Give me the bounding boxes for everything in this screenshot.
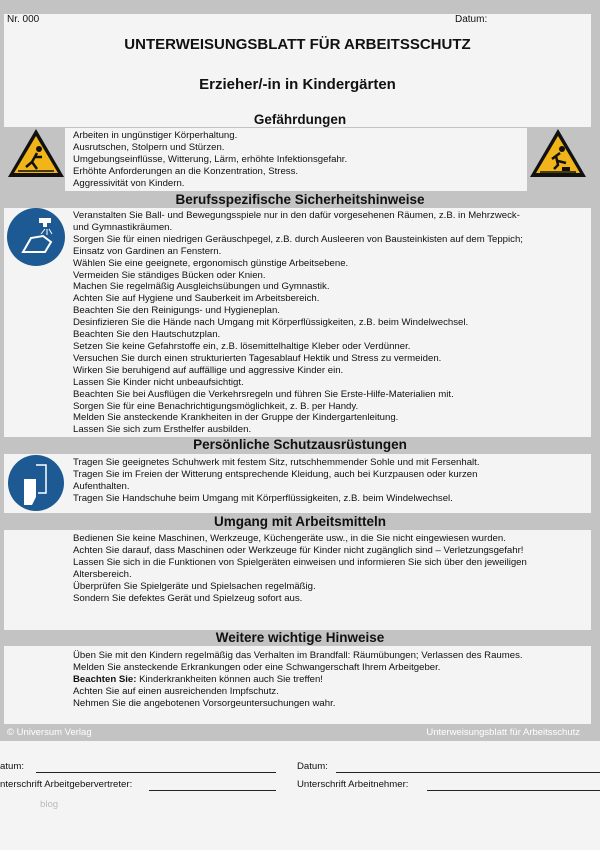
equipment-list [73, 533, 533, 604]
list-item: Lassen Sie sich in die Funktionen von Spielgeräten einweisen und informieren Sie sich über den jeweiligen Altersbereich. [73, 556, 527, 580]
list-item: Veranstalten Sie Ball- und Bewegungsspiele nur in den dafür vorgesehenen Räumen, z.B. in Mehrzweck- und Gymnastikräumen. [73, 210, 520, 233]
date-label: Datum: [455, 14, 488, 25]
list-item: Üben Sie mit den Kindern regelmäßig das Verhalten im Brandfall: Räumübungen; Verlassen des Raumes. [73, 650, 523, 661]
footer-publisher: © Universum Verlag [7, 727, 92, 738]
list-item: Arbeiten in ungünstiger Körperhaltung. [73, 130, 238, 141]
list-item: Lassen Sie sich zum Ersthelfer ausbilden. [73, 424, 252, 436]
list-item: Aggressivität von Kindern. [73, 177, 185, 189]
list-item: Sorgen Sie für eine Benachrichtigungsmöglichkeit, z. B. per Handy. [73, 400, 359, 412]
list-item: Beachten Sie den Hautschutzplan. [73, 329, 221, 341]
footer-bar [0, 724, 600, 741]
list-item: Überprüfen Sie Spielgeräte und Spielsachen regelmäßig. [73, 580, 316, 592]
list-item: Sondern Sie defektes Gerät und Spielzeug sofort aus. [73, 592, 303, 604]
list-item [73, 674, 533, 686]
list-item: Ausrutschen, Stolpern und Stürzen. [73, 141, 225, 153]
list-item: Bedienen Sie keine Maschinen, Werkzeuge, Küchengeräte usw., in die Sie nicht eingewiesen wurden. [73, 533, 506, 544]
employer-signature-field[interactable] [149, 790, 276, 791]
gloves-icon [8, 455, 64, 511]
header-panel [4, 14, 591, 127]
list-item: Lassen Sie Kinder nicht unbeaufsichtigt. [73, 376, 244, 388]
list-item: Nehmen Sie die angebotenen Vorsorgeuntersuchungen wahr. [73, 697, 336, 709]
ppe-list [73, 457, 533, 505]
list-item: Versuchen Sie durch einen strukturierten Tagesablauf Hektik und Stress zu vermeiden. [73, 352, 442, 364]
section-title-hazards: Gefährdungen [253, 112, 347, 127]
list-item: Beachten Sie bei Ausflügen die Verkehrsregeln und führen Sie Erste-Hilfe-Materialien mit. [73, 388, 454, 400]
list-item: Tragen Sie geeignetes Schuhwerk mit festem Sitz, rutschhemmender Sohle und mit Fersenhalt. [73, 457, 480, 468]
trip-hazard-icon [528, 127, 588, 179]
list-item: Sorgen Sie für einen niedrigen Geräuschpegel, z.B. durch Ausleeren von Bausteinkisten auf dem Teppich; Einsatz von Gardinen an Fenstern. [73, 233, 523, 257]
employee-signature-label: Unterschrift Arbeitnehmer: [297, 779, 409, 790]
section-title-safety: Berufsspezifische Sicherheitshinweise [175, 192, 425, 207]
list-item: Beachten Sie den Reinigungs- und Hygieneplan. [73, 305, 280, 317]
list-item: Melden Sie ansteckende Krankheiten in der Gruppe der Kindergartenleitung. [73, 412, 399, 424]
footer-doc-title: Unterweisungsblatt für Arbeitsschutz [426, 727, 580, 738]
section-title-ppe: Persönliche Schutzausrüstungen [193, 437, 407, 452]
date-right-field[interactable] [336, 772, 600, 773]
date-left-label: atum: [0, 761, 24, 772]
list-item: Tragen Sie Handschuhe beim Umgang mit Körperflüssigkeiten, z.B. beim Windelwechsel. [73, 492, 453, 504]
wash-hands-icon [7, 208, 65, 266]
list-item: Setzen Sie keine Gefahrstoffe ein, z.B. lösemittelhaltige Kleber oder Verdünner. [73, 340, 411, 352]
section-title-equipment: Umgang mit Arbeitsmitteln [213, 514, 386, 529]
list-item: Wählen Sie eine geeignete, ergonomisch günstige Arbeitsebene. [73, 257, 349, 269]
bold-prefix: Beachten Sie: [73, 673, 137, 685]
list-item: Achten Sie auf Hygiene und Sauberkeit im Arbeitsbereich. [73, 293, 320, 305]
page-subtitle: Erzieher/-in in Kindergärten [199, 76, 396, 93]
list-item: Erhöhte Anforderungen an die Konzentration, Stress. [73, 165, 299, 177]
list-item: Wirken Sie beruhigend auf auffällige und aggressive Kinder ein. [73, 364, 344, 376]
list-item: Achten Sie darauf, dass Maschinen oder Werkzeuge für Kinder nicht zugänglich sind – Verletzungsgefahr! [73, 544, 524, 556]
list-item: Umgebungseinflüsse, Witterung, Lärm, erhöhte Infektionsgefahr. [73, 153, 348, 165]
note-text: Kinderkrankheiten können auch Sie treffen! [136, 673, 323, 685]
date-left-field[interactable] [36, 772, 276, 773]
list-item: Vermeiden Sie ständiges Bücken oder Knien. [73, 269, 266, 281]
section-title-notes: Weitere wichtige Hinweise [215, 630, 385, 645]
hazards-list [73, 130, 533, 190]
notes-list [73, 650, 533, 710]
slip-hazard-icon [6, 127, 66, 179]
signature-area [0, 741, 600, 850]
safety-list [73, 210, 533, 436]
page-title: UNTERWEISUNGSBLATT FÜR ARBEITSSCHUTZ [124, 36, 471, 53]
employer-signature-label: nterschrift Arbeitgebervertreter: [0, 779, 133, 790]
sheet-number: Nr. 000 [7, 14, 40, 25]
list-item: Melden Sie ansteckende Erkrankungen oder eine Schwangerschaft Ihrem Arbeitgeber. [73, 661, 441, 673]
employee-signature-field[interactable] [427, 790, 600, 791]
list-item: Desinfizieren Sie die Hände nach Umgang mit Körperflüssigkeiten, z.B. beim Windelwechsel. [73, 317, 469, 329]
watermark: blog [40, 799, 59, 810]
list-item: Tragen Sie im Freien der Witterung entsprechende Kleidung, auch bei Kurzpausen oder kurzen Aufenthalten. [73, 468, 478, 492]
date-right-label: Datum: [297, 761, 328, 772]
list-item: Machen Sie regelmäßig Ausgleichsübungen und Gymnastik. [73, 281, 330, 293]
list-item: Achten Sie auf einen ausreichenden Impfschutz. [73, 685, 279, 697]
